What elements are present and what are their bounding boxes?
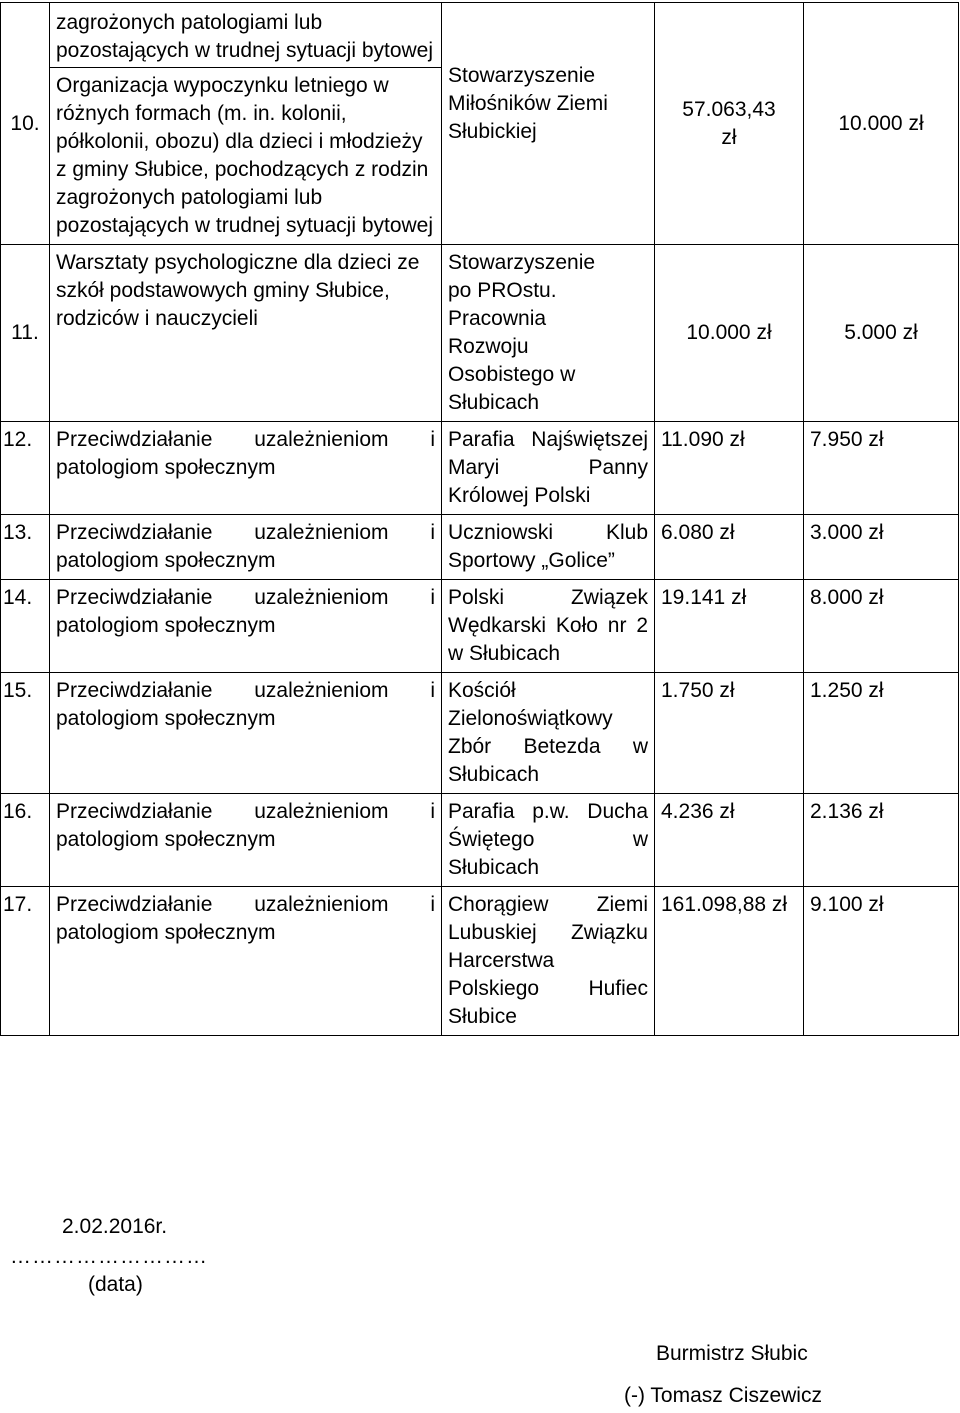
requested-amount: 57.063,43 zł <box>655 3 804 245</box>
row-number: 10. <box>1 3 50 245</box>
organization-name: Kościół Zielonoświątkowy Zbór Betezda w Słubicach <box>442 673 655 794</box>
organization-name: Stowarzyszenie Miłośników Ziemi Słubickiej <box>442 3 655 245</box>
table-row <box>1 887 959 1036</box>
task-name: Przeciwdziałanie uzależnieniom i patologiom społecznym <box>50 673 442 794</box>
granted-amount: 2.136 zł <box>804 794 959 887</box>
task-name: Przeciwdziałanie uzależnieniom i patologiom społecznym <box>50 515 442 580</box>
task-name: Przeciwdziałanie uzależnieniom i patologiom społecznym <box>50 422 442 515</box>
date-label: (data) <box>88 1273 143 1296</box>
row-number: 16. <box>1 794 50 887</box>
organization-name: Uczniowski Klub Sportowy „Golice” <box>442 515 655 580</box>
table-row <box>1 794 959 887</box>
granted-amount: 8.000 zł <box>804 580 959 673</box>
mayor-title: Burmistrz Słubic <box>656 1342 808 1365</box>
task-continuation: zagrożonych patologiami lub pozostających w trudnej sytuacji bytowej <box>50 3 442 68</box>
table-row <box>1 580 959 673</box>
organization-name: Stowarzyszenie po PROstu. Pracownia Rozwoju Osobistego w Słubicach <box>442 245 655 422</box>
row-number: 17. <box>1 887 50 1036</box>
organization-name: Parafia Najświętszej Maryi Panny Królowej Polski <box>442 422 655 515</box>
table-row <box>1 422 959 515</box>
organization-name: Polski Związek Wędkarski Koło nr 2 w Słubicach <box>442 580 655 673</box>
row-number: 15. <box>1 673 50 794</box>
row-number: 14. <box>1 580 50 673</box>
task-name: Warsztaty psychologiczne dla dzieci ze szkół podstawowych gminy Słubice, rodziców i nauczycieli <box>50 245 442 422</box>
granted-amount: 1.250 zł <box>804 673 959 794</box>
requested-amount: 11.090 zł <box>655 422 804 515</box>
table-row <box>1 515 959 580</box>
requested-amount: 161.098,88 zł <box>655 887 804 1036</box>
granted-amount: 5.000 zł <box>804 245 959 422</box>
granted-amount: 3.000 zł <box>804 515 959 580</box>
organization-name: Chorągiew Ziemi Lubuskiej Związku Harcerstwa Polskiego Hufiec Słubice <box>442 887 655 1036</box>
mayor-name: (-) Tomasz Ciszewicz <box>624 1384 822 1407</box>
row-number: 11. <box>1 245 50 422</box>
task-name: Przeciwdziałanie uzależnieniom i patologiom społecznym <box>50 580 442 673</box>
requested-amount: 6.080 zł <box>655 515 804 580</box>
granted-amount: 7.950 zł <box>804 422 959 515</box>
requested-amount: 19.141 zł <box>655 580 804 673</box>
granted-amount: 10.000 zł <box>804 3 959 245</box>
organization-name: Parafia p.w. Ducha Świętego w Słubicach <box>442 794 655 887</box>
date-signature-line: ……………………… <box>10 1245 208 1268</box>
requested-amount: 4.236 zł <box>655 794 804 887</box>
grants-table <box>0 2 959 1036</box>
requested-amount: 10.000 zł <box>655 245 804 422</box>
granted-amount: 9.100 zł <box>804 887 959 1036</box>
table-row <box>1 3 959 68</box>
document-date: 2.02.2016r. <box>62 1215 168 1238</box>
row-number: 13. <box>1 515 50 580</box>
task-name: Organizacja wypoczynku letniego w różnych formach (m. in. kolonii, półkolonii, obozu) dla dzieci i młodzieży z gminy Słubice, pochodzących z rodzin zagrożonych patologiami lub pozostających w trudnej sytuacji bytowej <box>50 68 442 245</box>
task-name: Przeciwdziałanie uzależnieniom i patologiom społecznym <box>50 887 442 1036</box>
table-row <box>1 673 959 794</box>
table-row <box>1 245 959 422</box>
row-number: 12. <box>1 422 50 515</box>
requested-amount: 1.750 zł <box>655 673 804 794</box>
task-name: Przeciwdziałanie uzależnieniom i patologiom społecznym <box>50 794 442 887</box>
